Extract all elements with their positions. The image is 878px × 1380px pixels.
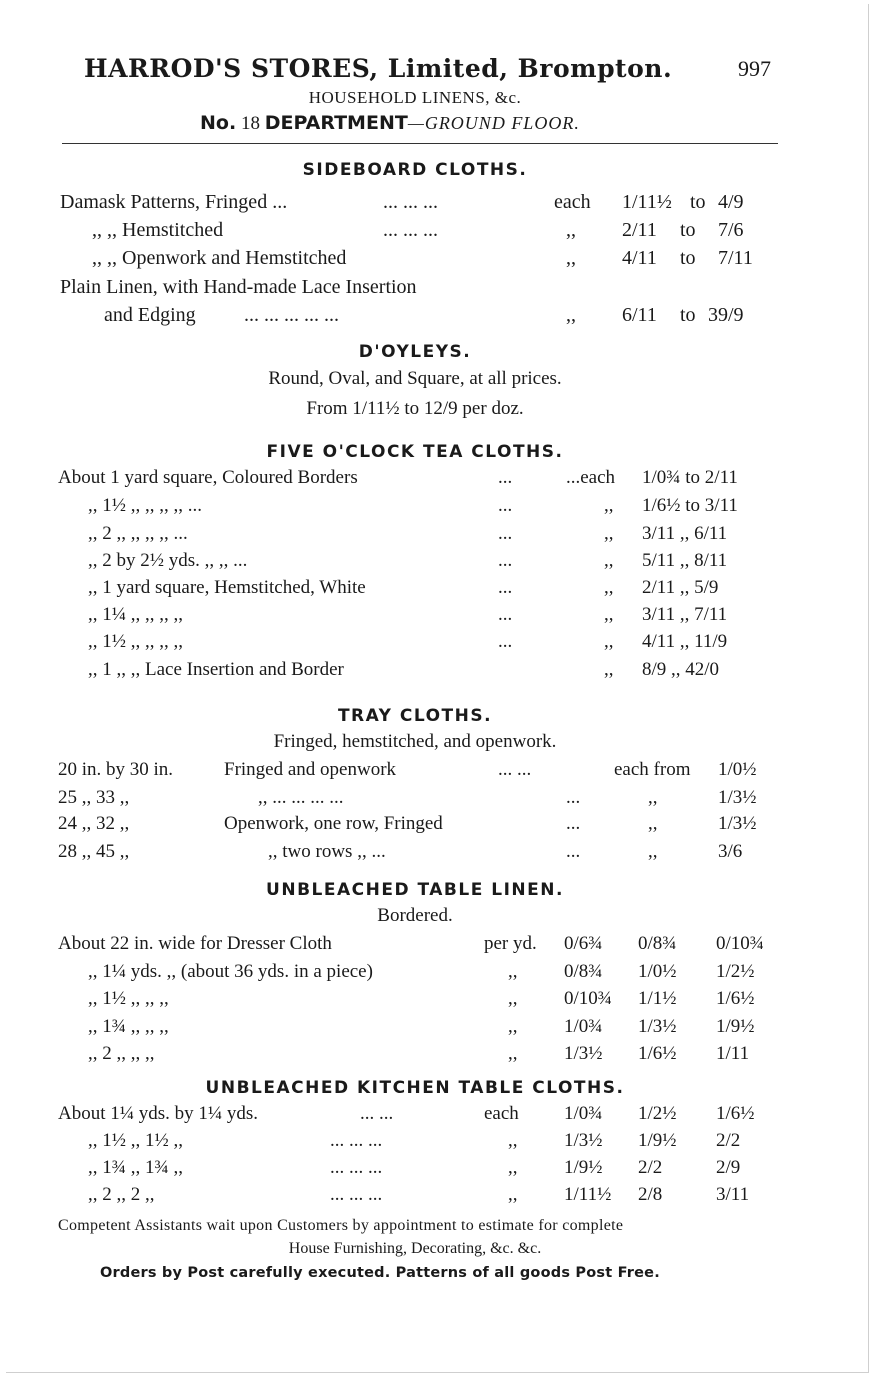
row-desc: ,, 1½ ,, ,, ,, bbox=[88, 988, 169, 1009]
row-price-2: 2/8 bbox=[638, 1184, 663, 1205]
row-desc: Fringed and openwork bbox=[224, 759, 397, 780]
department-no: No. bbox=[200, 112, 237, 134]
row-price-3: 3/11 bbox=[716, 1184, 750, 1205]
row-price-1: 0/6¾ bbox=[564, 933, 603, 954]
row-price-3: 2/2 bbox=[716, 1130, 741, 1151]
row-dots: ... bbox=[498, 467, 513, 488]
row-desc: Openwork, one row, Fringed bbox=[224, 813, 443, 834]
row-unit: ,, bbox=[566, 247, 576, 269]
row-unit: per yd. bbox=[484, 933, 537, 954]
row-unit: each bbox=[554, 191, 591, 213]
row-desc: ,, 2 by 2½ yds. ,, ,, ... bbox=[88, 550, 248, 571]
row-dots: ... ... ... ... ... bbox=[244, 304, 339, 326]
row-to: to bbox=[680, 219, 696, 241]
row-desc: Damask Patterns, Fringed ... bbox=[60, 191, 288, 213]
row-to: to bbox=[690, 191, 706, 213]
row-price-1: 0/10¾ bbox=[564, 988, 613, 1009]
row-dots: ... bbox=[498, 523, 513, 544]
row-unit: ,, bbox=[508, 1184, 518, 1205]
row-desc: ,, 2 ,, 2 ,, bbox=[88, 1184, 155, 1205]
row-price-1: 1/11½ bbox=[564, 1184, 612, 1205]
department-number: 18 bbox=[240, 113, 260, 134]
row-dots: ... ... ... bbox=[383, 219, 438, 241]
section-heading-kitchen-cloths: UNBLEACHED KITCHEN TABLE CLOTHS. bbox=[205, 1078, 625, 1098]
row-desc: ,, 1¼ yds. ,, (about 36 yds. in a piece) bbox=[88, 961, 373, 982]
page-title: HARROD'S STORES, Limited, Brompton. bbox=[84, 54, 673, 83]
row-price-1: 1/0¾ bbox=[564, 1103, 603, 1124]
row-dots: ... ... bbox=[498, 759, 532, 780]
row-dots: ... bbox=[498, 577, 513, 598]
row-desc: ,, 1¾ ,, 1¾ ,, bbox=[88, 1157, 183, 1178]
row-desc: About 1¼ yds. by 1¼ yds. bbox=[58, 1103, 259, 1124]
row-price: 4/11 ,, 11/9 bbox=[642, 631, 728, 652]
row-desc: ,, 2 ,, ,, ,, bbox=[88, 1043, 155, 1064]
row-unit: ,, bbox=[604, 523, 614, 544]
row-price-3: 1/11 bbox=[716, 1043, 750, 1064]
tray-subheading: Fringed, hemstitched, and openwork. bbox=[273, 731, 557, 752]
row-price: 7/11 bbox=[718, 247, 753, 269]
row-unit: ,, bbox=[508, 1043, 518, 1064]
row-price: 1/0½ bbox=[718, 759, 757, 780]
row-price: 3/11 ,, 7/11 bbox=[642, 604, 728, 625]
row-dots: ... bbox=[498, 631, 513, 652]
row-dots: ... ... bbox=[360, 1103, 394, 1124]
row-unit: each from bbox=[614, 759, 691, 780]
row-price-2: 1/2½ bbox=[638, 1103, 677, 1124]
row-unit: ,, bbox=[648, 841, 658, 862]
row-dots: ... bbox=[566, 813, 581, 834]
unbleached-subheading: Bordered. bbox=[377, 905, 453, 926]
section-heading-tea-cloths: FIVE O'CLOCK TEA CLOTHS. bbox=[266, 442, 564, 462]
page-number: 997 bbox=[738, 56, 771, 81]
row-desc: ,, 1 yard square, Hemstitched, White bbox=[88, 577, 366, 598]
row-price-3: 1/6½ bbox=[716, 988, 755, 1009]
row-price: 7/6 bbox=[718, 219, 744, 241]
row-price-2: 1/0½ bbox=[638, 961, 677, 982]
row-desc: ,, 2 ,, ,, ,, ,, ... bbox=[88, 523, 188, 544]
row-unit: ,, bbox=[508, 988, 518, 1009]
row-price-2: 1/3½ bbox=[638, 1016, 677, 1037]
section-heading-doyleys: D'OYLEYS. bbox=[358, 342, 472, 362]
department-word: DEPARTMENT bbox=[264, 112, 408, 134]
row-price-2: 1/6½ bbox=[638, 1043, 677, 1064]
row-unit: ,, bbox=[508, 1016, 518, 1037]
row-from: 6/11 bbox=[622, 304, 657, 326]
row-price: 5/11 ,, 8/11 bbox=[642, 550, 728, 571]
row-price-2: 0/8¾ bbox=[638, 933, 677, 954]
row-price: 39/9 bbox=[708, 304, 744, 326]
row-price: 8/9 ,, 42/0 bbox=[642, 659, 720, 680]
row-from: 4/11 bbox=[622, 247, 657, 269]
row-size: 24 ,, 32 ,, bbox=[58, 813, 130, 834]
row-desc: ,, ... ... ... ... bbox=[258, 787, 344, 808]
row-to: to bbox=[680, 304, 696, 326]
row-unit: ,, bbox=[508, 1130, 518, 1151]
row-size: 25 ,, 33 ,, bbox=[58, 787, 130, 808]
row-dots: ... ... ... bbox=[330, 1184, 383, 1205]
row-unit: each bbox=[484, 1103, 519, 1124]
row-unit: ,, bbox=[648, 813, 658, 834]
row-unit: ,, bbox=[566, 219, 576, 241]
row-desc: ,, 1¼ ,, ,, ,, ,, bbox=[88, 604, 183, 625]
row-dots: ... bbox=[498, 604, 513, 625]
row-dots: ... bbox=[566, 787, 581, 808]
row-desc: About 22 in. wide for Dresser Cloth bbox=[58, 933, 332, 954]
row-price: 4/9 bbox=[718, 191, 744, 213]
page-subtitle: HOUSEHOLD LINENS, &c. bbox=[308, 88, 522, 107]
row-price-1: 1/3½ bbox=[564, 1043, 603, 1064]
row-unit: ,, bbox=[604, 577, 614, 598]
row-price: 3/6 bbox=[718, 841, 743, 862]
row-desc: Plain Linen, with Hand-made Lace Insertion bbox=[60, 276, 417, 298]
row-price-3: 2/9 bbox=[716, 1157, 741, 1178]
row-unit: ,, bbox=[604, 495, 614, 516]
row-dots: ... bbox=[566, 841, 581, 862]
row-price-1: 0/8¾ bbox=[564, 961, 603, 982]
row-from: 1/11½ bbox=[622, 191, 672, 213]
doyleys-line: Round, Oval, and Square, at all prices. bbox=[268, 368, 562, 389]
row-from: 2/11 bbox=[622, 219, 657, 241]
row-desc: About 1 yard square, Coloured Borders bbox=[58, 467, 358, 488]
row-price: 2/11 ,, 5/9 bbox=[642, 577, 719, 598]
row-unit: ,, bbox=[508, 1157, 518, 1178]
row-desc: ,, ,, Hemstitched bbox=[92, 219, 224, 241]
section-heading-tray-cloths: TRAY CLOTHS. bbox=[337, 706, 493, 726]
section-heading-sideboard: SIDEBOARD CLOTHS. bbox=[302, 160, 528, 180]
row-dots: ... ... ... bbox=[383, 191, 438, 213]
row-desc: ,, 1½ ,, 1½ ,, bbox=[88, 1130, 183, 1151]
footer-note: House Furnishing, Decorating, &c. &c. bbox=[288, 1240, 542, 1257]
row-desc: ,, 1¾ ,, ,, ,, bbox=[88, 1016, 169, 1037]
row-price: 3/11 ,, 6/11 bbox=[642, 523, 728, 544]
row-size: 28 ,, 45 ,, bbox=[58, 841, 130, 862]
row-price-1: 1/9½ bbox=[564, 1157, 603, 1178]
row-unit: ...each bbox=[566, 467, 616, 488]
row-unit: ,, bbox=[648, 787, 658, 808]
row-size: 20 in. by 30 in. bbox=[58, 759, 174, 780]
row-to: to bbox=[680, 247, 696, 269]
row-dots: ... ... ... bbox=[330, 1130, 383, 1151]
section-heading-unbleached-linen: UNBLEACHED TABLE LINEN. bbox=[266, 880, 564, 900]
row-unit: ,, bbox=[566, 304, 576, 326]
row-price-1: 1/0¾ bbox=[564, 1016, 603, 1037]
row-unit: ,, bbox=[508, 961, 518, 982]
row-unit: ,, bbox=[604, 604, 614, 625]
row-price-2: 1/9½ bbox=[638, 1130, 677, 1151]
row-price: 1/6½ to 3/11 bbox=[642, 495, 738, 516]
row-desc: and Edging bbox=[104, 304, 196, 326]
footer-tagline: Orders by Post carefully executed. Patterns of all goods Post Free. bbox=[100, 1265, 660, 1281]
row-price: 1/0¾ to 2/11 bbox=[642, 467, 738, 488]
row-price-2: 2/2 bbox=[638, 1157, 663, 1178]
row-price-1: 1/3½ bbox=[564, 1130, 603, 1151]
row-unit: ,, bbox=[604, 659, 614, 680]
row-price: 1/3½ bbox=[718, 813, 757, 834]
row-price-3: 1/6½ bbox=[716, 1103, 755, 1124]
row-dots: ... bbox=[498, 495, 513, 516]
row-desc: ,, 1½ ,, ,, ,, ,, bbox=[88, 631, 183, 652]
header-rule bbox=[62, 143, 778, 144]
department-floor: —GROUND FLOOR. bbox=[407, 113, 580, 133]
row-price-3: 1/2½ bbox=[716, 961, 755, 982]
row-desc: ,, ,, Openwork and Hemstitched bbox=[92, 247, 347, 269]
department-line bbox=[200, 112, 580, 135]
row-desc: ,, two rows ,, ... bbox=[268, 841, 386, 862]
row-dots: ... bbox=[498, 550, 513, 571]
row-price-3: 0/10¾ bbox=[716, 933, 765, 954]
row-dots: ... ... ... bbox=[330, 1157, 383, 1178]
row-price-2: 1/1½ bbox=[638, 988, 677, 1009]
footer-note: Competent Assistants wait upon Customers by appointment to estimate for complete bbox=[58, 1217, 624, 1234]
row-desc: ,, 1½ ,, ,, ,, ,, ... bbox=[88, 495, 202, 516]
doyleys-line: From 1/11½ to 12/9 per doz. bbox=[306, 398, 524, 419]
row-price: 1/3½ bbox=[718, 787, 757, 808]
row-unit: ,, bbox=[604, 550, 614, 571]
row-price-3: 1/9½ bbox=[716, 1016, 755, 1037]
row-desc: ,, 1 ,, ,, Lace Insertion and Border bbox=[88, 659, 344, 680]
row-unit: ,, bbox=[604, 631, 614, 652]
